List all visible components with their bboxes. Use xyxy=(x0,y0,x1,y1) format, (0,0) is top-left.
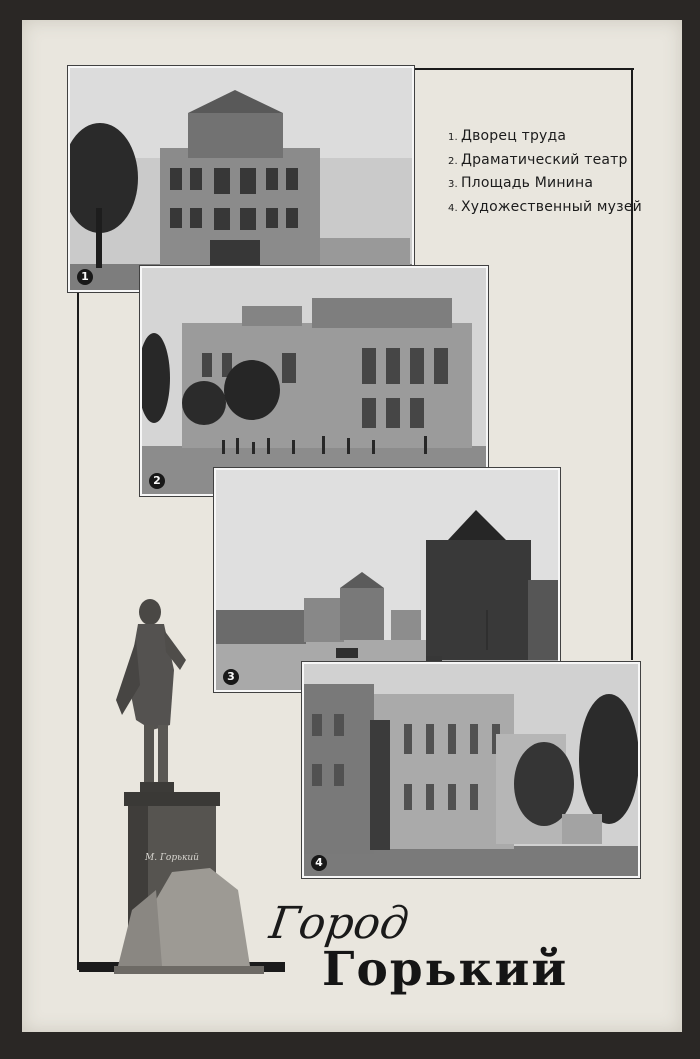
legend xyxy=(448,128,642,222)
photo-palace-of-labour xyxy=(68,66,414,292)
title-script: Город xyxy=(266,898,412,949)
photo-number-2: 2 xyxy=(149,473,165,489)
photo-art-museum xyxy=(302,662,640,878)
frame-line-left xyxy=(77,290,79,970)
legend-item-1: 1. Дворец труда xyxy=(448,128,567,144)
palace-of-labour-image xyxy=(70,68,412,290)
art-museum-image xyxy=(304,664,638,876)
gorky-monument xyxy=(110,590,270,986)
frame-line-top xyxy=(412,68,634,70)
photo-number-3: 3 xyxy=(223,669,239,685)
photo-number-1: 1 xyxy=(77,269,93,285)
photo-drama-theatre xyxy=(140,266,488,496)
title-main: Горький xyxy=(322,942,569,997)
legend-item-3: 3. Площадь Минина xyxy=(448,175,594,191)
drama-theatre-image xyxy=(142,268,486,494)
monument-plaque-text: М. Горький xyxy=(145,853,199,863)
postcard xyxy=(22,20,682,1032)
photo-number-4: 4 xyxy=(311,855,327,871)
legend-item-2: 2. Драматический театр xyxy=(448,151,628,168)
legend-item-4: 4. Художественный музей xyxy=(448,198,642,215)
